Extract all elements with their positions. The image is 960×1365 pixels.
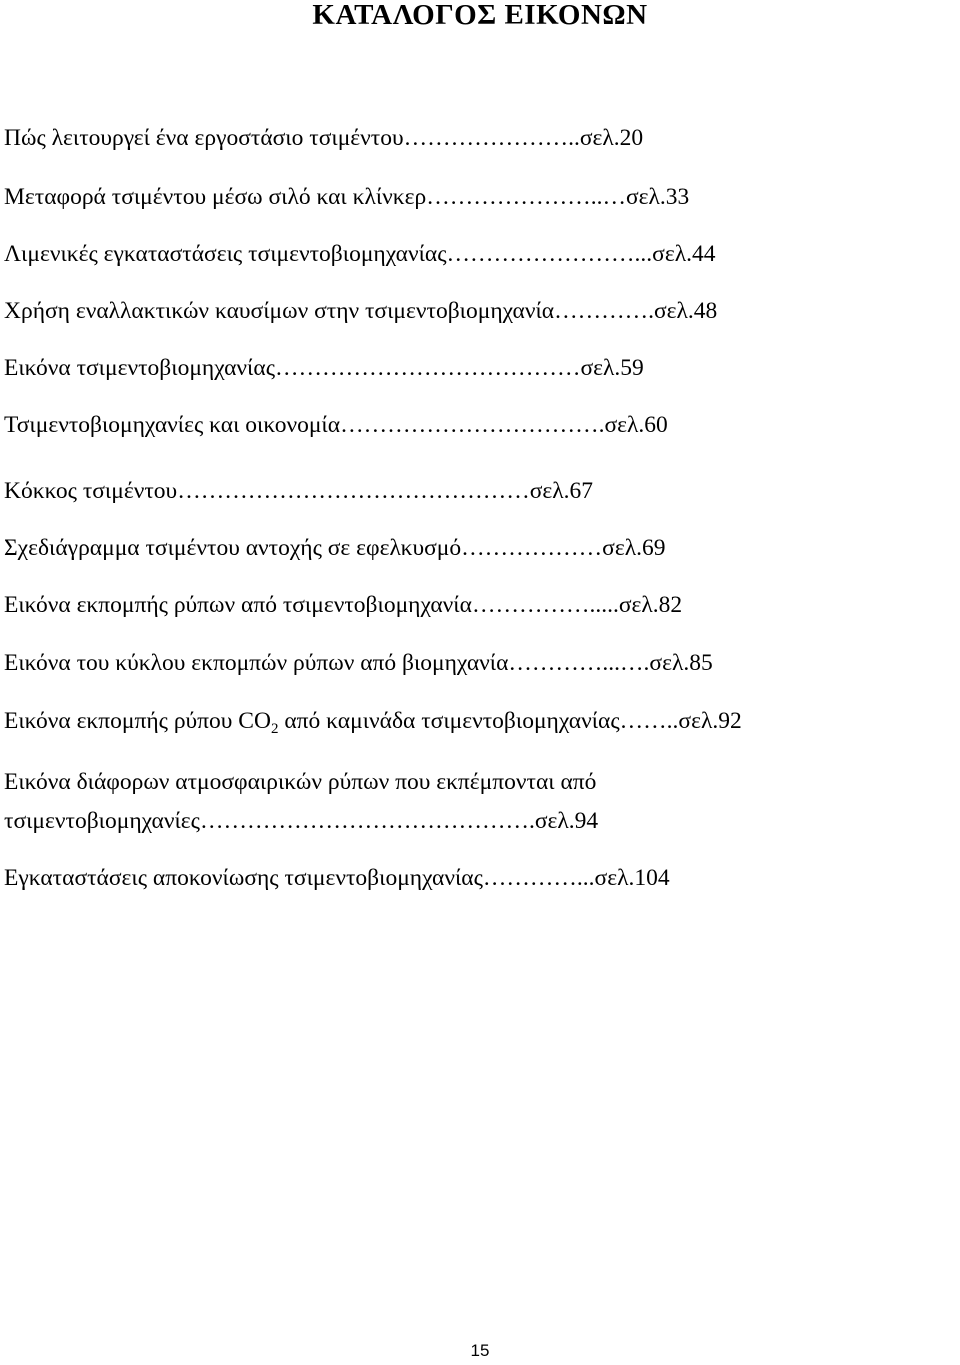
entry-text: Εγκαταστάσεις αποκονίωσης τσιμεντοβιομηχανίας [4, 865, 483, 891]
toc-entry [4, 240, 715, 268]
dot-leader: ……………………………………. [200, 808, 535, 834]
entry-text: Μεταφορά τσιμέντου μέσω σιλό και κλίνκερ [4, 184, 427, 210]
entry-page: σελ.82 [618, 592, 683, 618]
toc-entry [4, 354, 644, 382]
dot-leader: ……………………………. [340, 412, 605, 438]
toc-entry-line1 [4, 768, 596, 796]
dot-leader: …….. [619, 708, 679, 734]
page-number: 15 [470, 1341, 490, 1360]
dot-leader: …………. [554, 298, 654, 324]
entry-text: Εικόνα του κύκλου εκπομπών ρύπων από βιομηχανία [4, 650, 509, 676]
entry-text: Εικόνα εκπομπής ρύπων από τσιμεντοβιομηχανία [4, 592, 472, 618]
page-title: ΚΑΤΑΛΟΓΟΣ ΕΙΚΟΝΩΝ [312, 0, 648, 31]
entry-page: σελ.60 [604, 412, 668, 438]
toc-entry [4, 807, 598, 835]
toc-entry [4, 649, 713, 677]
entry-page: σελ.44 [652, 241, 716, 267]
entry-page: σελ.48 [653, 298, 718, 324]
dot-leader: …………...…. [508, 650, 650, 676]
subscript-2: 2 [270, 721, 279, 737]
toc-entry [4, 707, 742, 735]
entry-text: Χρήση εναλλακτικών καυσίμων στην τσιμεντοβιομηχανία [4, 298, 555, 324]
entry-page: σελ.69 [602, 535, 666, 561]
entry-text: Εικόνα τσιμεντοβιομηχανίας [4, 355, 275, 381]
dot-leader: …………... [482, 865, 595, 891]
dot-leader: ……………………………………… [177, 478, 530, 504]
toc-entry [4, 124, 643, 152]
entry-text: Τσιμεντοβιομηχανίες και οικονομία [4, 412, 341, 438]
dot-leader: …………………..… [426, 184, 626, 210]
dot-leader: ……………… [461, 535, 603, 561]
dot-leader: ……………..... [471, 592, 619, 618]
entry-page: σελ.67 [529, 478, 593, 504]
toc-entry [4, 864, 670, 892]
dot-leader: ……………………... [446, 241, 653, 267]
toc-entry [4, 411, 668, 439]
toc-entry [4, 183, 689, 211]
entry-text-start: Εικόνα εκπομπής ρύπου CO [4, 708, 271, 734]
entry-page: σελ.59 [580, 355, 644, 381]
entry-text-end: από καμινάδα τσιμεντοβιομηχανίας [278, 708, 620, 734]
entry-text: Πώς λειτουργεί ένα εργοστάσιο τσιμέντου [4, 125, 404, 151]
toc-entry [4, 477, 593, 505]
entry-text: Σχεδιάγραμμα τσιμέντου αντοχής σε εφελκυσμό [4, 535, 462, 561]
toc-entry [4, 534, 665, 562]
entry-page: σελ.92 [678, 708, 742, 734]
dot-leader: ………………………………… [275, 355, 581, 381]
entry-text: Λιμενικές εγκαταστάσεις τσιμεντοβιομηχανίας [4, 241, 447, 267]
entry-page: σελ.104 [594, 865, 670, 891]
toc-entry [4, 591, 682, 619]
entry-page: σελ.33 [625, 184, 690, 210]
toc-entry [4, 297, 717, 325]
entry-page: σελ.20 [579, 125, 644, 151]
entry-text: Κόκκος τσιμέντου [4, 478, 178, 504]
entry-text: Εικόνα διάφορων ατμοσφαιρικών ρύπων που εκπέμπονται από [4, 769, 597, 795]
entry-page: σελ.94 [534, 808, 599, 834]
entry-page: σελ.85 [649, 650, 713, 676]
dot-leader: ………………….. [403, 125, 580, 151]
entry-text: τσιμεντοβιομηχανίες [4, 808, 200, 834]
